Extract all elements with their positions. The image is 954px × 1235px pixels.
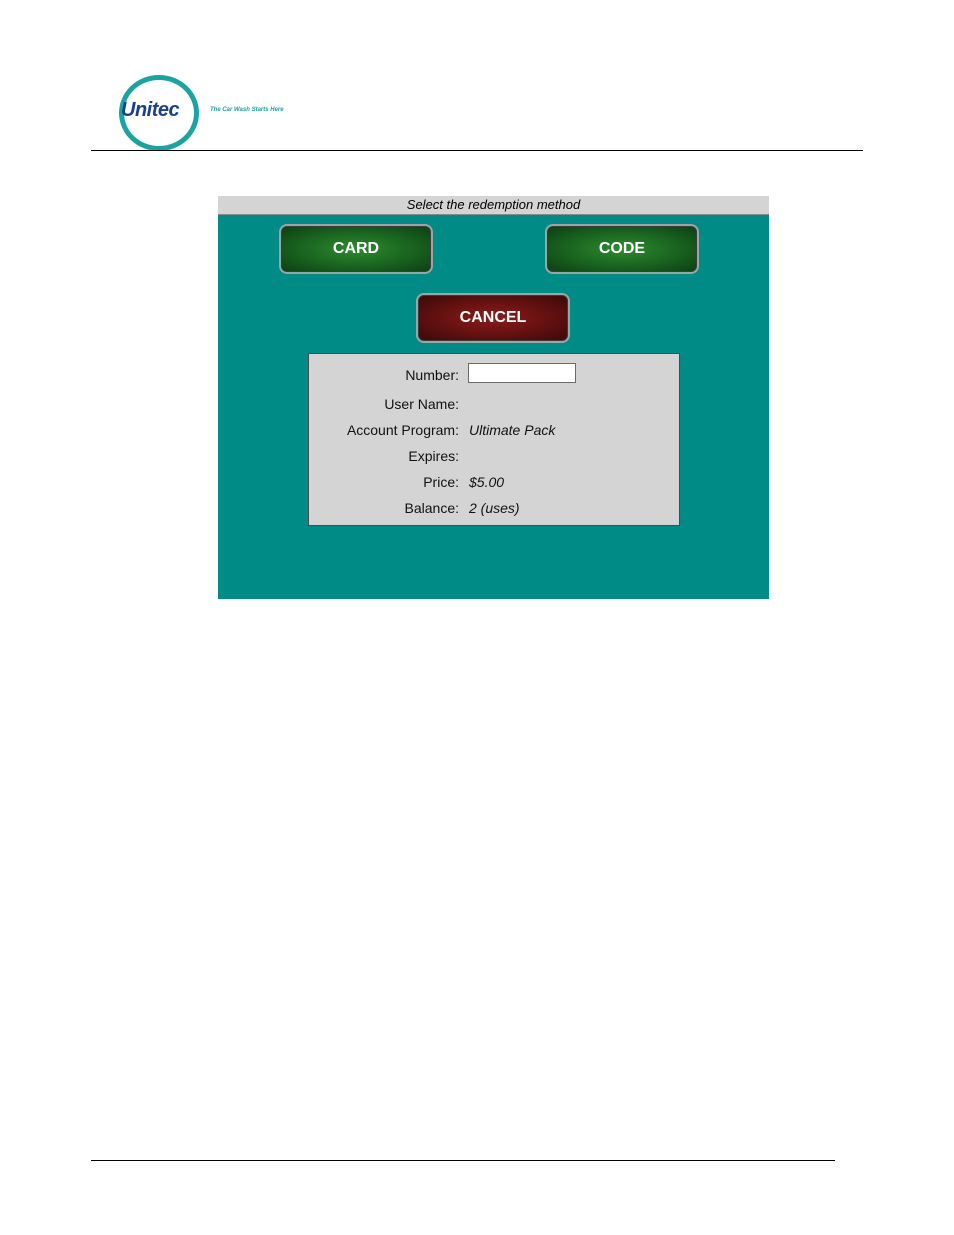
price-label: Price: [423, 474, 459, 490]
balance-value: 2 (uses) [469, 500, 520, 516]
balance-row [309, 500, 679, 520]
logo-tagline: The Car Wash Starts Here [210, 107, 284, 113]
number-input[interactable] [468, 363, 576, 383]
account-program-label: Account Program: [346, 422, 459, 438]
balance-label: Balance: [404, 500, 459, 516]
logo-wordmark: Unitec [121, 99, 180, 121]
user-name-row [309, 396, 679, 416]
number-label: Number: [405, 367, 459, 383]
account-program-row [309, 422, 679, 442]
screen-title: Select the redemption method [218, 196, 769, 215]
header-divider [91, 150, 863, 151]
footer-divider [91, 1160, 835, 1161]
number-row [309, 367, 679, 387]
account-program-value: Ultimate Pack [469, 422, 556, 438]
price-row [309, 474, 679, 494]
price-value: $5.00 [469, 474, 505, 490]
user-name-label: User Name: [384, 396, 459, 412]
expires-label: Expires: [408, 448, 459, 464]
account-info-panel [308, 353, 680, 526]
redemption-screen [218, 196, 769, 599]
expires-row [309, 448, 679, 468]
card-button[interactable]: CARD [279, 224, 433, 274]
cancel-button[interactable]: CANCEL [416, 293, 570, 343]
unitec-logo [117, 73, 307, 149]
code-button[interactable]: CODE [545, 224, 699, 274]
